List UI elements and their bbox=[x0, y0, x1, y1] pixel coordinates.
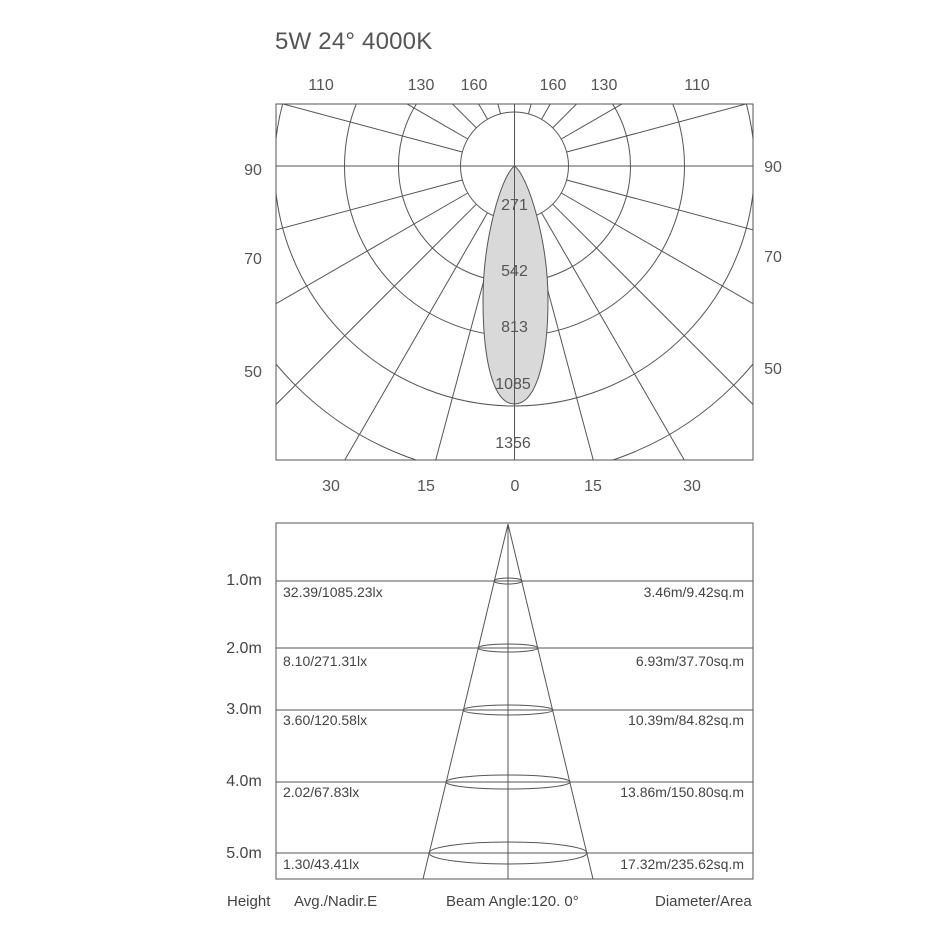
angle-label-top: 110 bbox=[684, 77, 710, 94]
angle-label-top: 130 bbox=[590, 77, 618, 94]
footer-height-label: Height bbox=[227, 893, 271, 910]
ring-value-label: 1085 bbox=[495, 376, 531, 393]
angle-label-bottom: 30 bbox=[683, 478, 701, 495]
illuminance-frame bbox=[276, 523, 753, 879]
angle-label-right: 90 bbox=[764, 159, 782, 176]
height-label: 4.0m bbox=[226, 773, 262, 790]
angle-label-bottom: 0 bbox=[510, 478, 520, 495]
angle-label-left: 70 bbox=[244, 251, 262, 268]
angle-label-bottom: 15 bbox=[417, 478, 435, 495]
ring-value-label: 813 bbox=[501, 319, 528, 336]
footer-diameter-area-label: Diameter/Area bbox=[655, 893, 752, 910]
angle-label-top: 110 bbox=[308, 77, 334, 94]
angle-label-right: 70 bbox=[764, 249, 782, 266]
footer-beam-angle-label: Beam Angle:120. 0° bbox=[446, 893, 579, 910]
diameter-area-value: 3.46m/9.42sq.m bbox=[643, 584, 744, 600]
angle-label-right: 50 bbox=[764, 361, 782, 378]
polar-grid-spoke bbox=[165, 0, 488, 119]
illuminance-chart bbox=[226, 523, 753, 879]
polar-grid-spoke bbox=[333, 0, 500, 114]
height-label: 5.0m bbox=[226, 845, 262, 862]
avg-nadir-value: 3.60/120.58lx bbox=[283, 712, 368, 728]
angle-label-left: 90 bbox=[244, 162, 262, 179]
ring-value-label: 1356 bbox=[495, 435, 531, 452]
angle-label-top: 160 bbox=[539, 77, 567, 94]
height-label: 1.0m bbox=[226, 572, 262, 589]
angle-label-bottom: 30 bbox=[322, 478, 340, 495]
diameter-area-value: 17.32m/235.62sq.m bbox=[620, 856, 744, 872]
diameter-area-value: 6.93m/37.70sq.m bbox=[635, 653, 744, 669]
diagram-title: 5W 24° 4000K bbox=[275, 28, 433, 55]
ring-value-label: 271 bbox=[501, 197, 528, 214]
ring-value-label: 542 bbox=[501, 263, 528, 280]
diameter-area-value: 10.39m/84.82sq.m bbox=[628, 712, 744, 728]
footer-avg-nadir-label: Avg./Nadir.E bbox=[294, 893, 378, 910]
angle-label-top: 130 bbox=[407, 77, 435, 94]
polar-grid-spoke bbox=[539, 0, 865, 119]
height-label: 3.0m bbox=[226, 701, 262, 718]
angle-label-top: 160 bbox=[460, 77, 488, 94]
avg-nadir-value: 8.10/271.31lx bbox=[283, 653, 368, 669]
angle-label-bottom: 15 bbox=[584, 478, 602, 495]
avg-nadir-value: 1.30/43.41lx bbox=[283, 856, 360, 872]
avg-nadir-value: 32.39/1085.23lx bbox=[283, 584, 383, 600]
angle-label-left: 50 bbox=[244, 364, 262, 381]
polar-grid-spoke bbox=[528, 0, 695, 114]
diameter-area-value: 13.86m/150.80sq.m bbox=[620, 784, 744, 800]
height-label: 2.0m bbox=[226, 640, 262, 657]
avg-nadir-value: 2.02/67.83lx bbox=[283, 784, 360, 800]
